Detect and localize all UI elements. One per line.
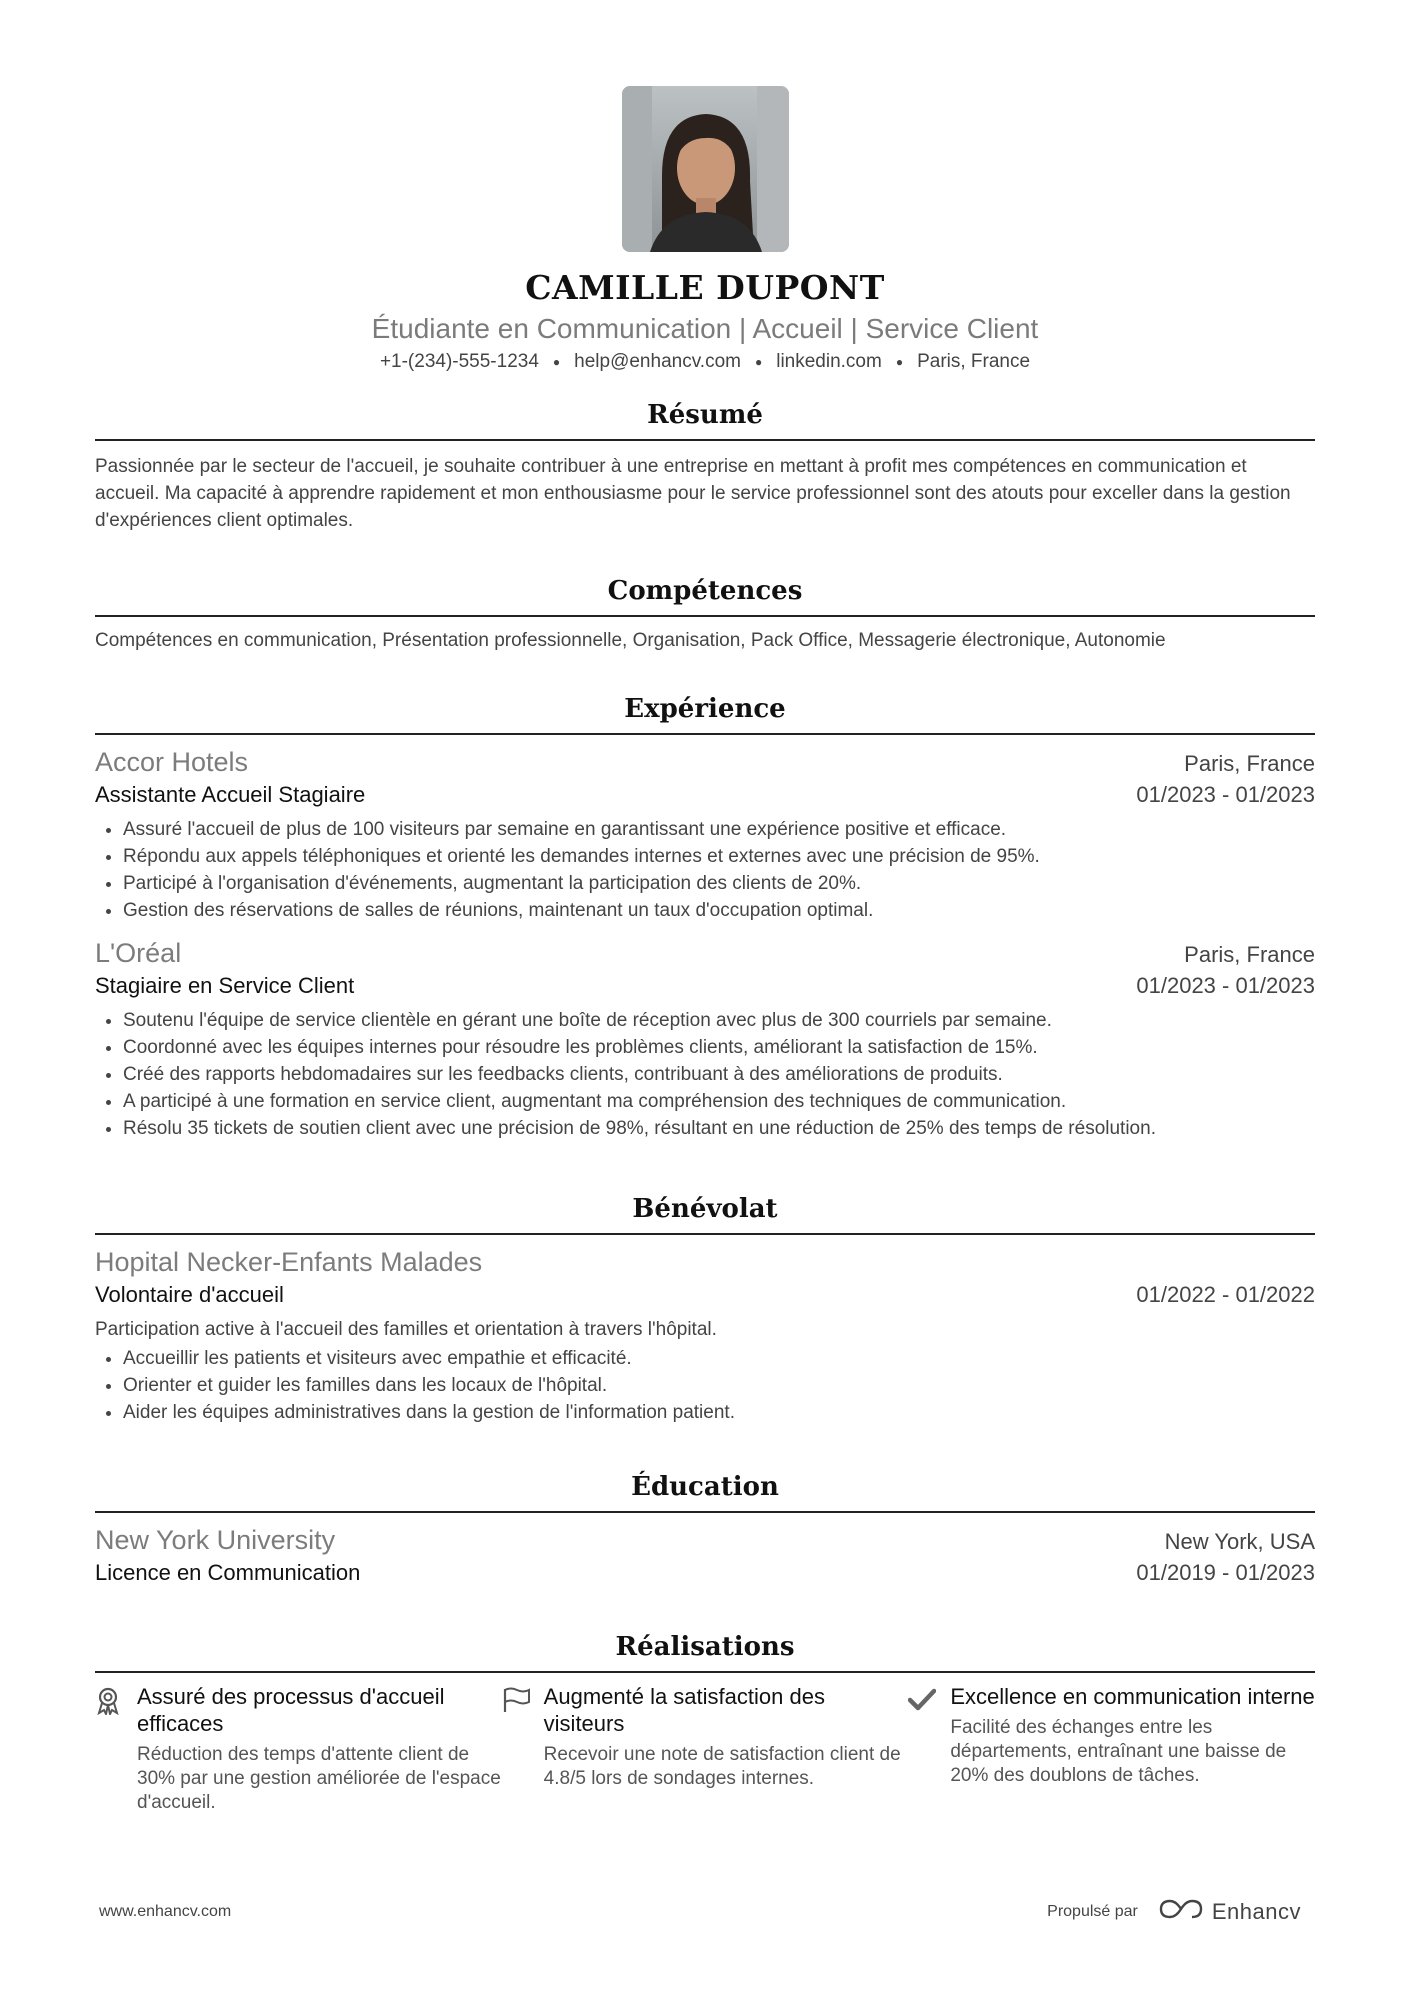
resume-header [95,268,1315,373]
list-item: • Orienter et guider les familles dans les locaux de l'hôpital. [123,1372,1315,1399]
achievement-item [908,1683,1315,1815]
job-dates: 01/2023 - 01/2023 [1136,782,1315,807]
education-section [95,1472,1315,1586]
job-title: Stagiaire en Service Client [95,973,355,998]
flag-icon [502,1683,544,1815]
job-dates: 01/2023 - 01/2023 [1136,973,1315,998]
list-item: • Coordonné avec les équipes internes pour résoudre les problèmes clients, améliorant la satisfaction de 15%. [123,1034,1315,1061]
achievement-title: Excellence en communication interne [950,1684,1315,1709]
section-title: Éducation [95,1472,1315,1513]
separator-dot: ● [552,354,561,369]
contact-linkedin[interactable]: linkedin.com [776,351,882,372]
job-location: Paris, France [1184,942,1315,967]
list-item: • Résolu 35 tickets de soutien client avec une précision de 98%, résultant en une réduction de 25% des temps de résolution. [123,1115,1315,1142]
section-title: Réalisations [95,1632,1315,1673]
section-title: Expérience [95,694,1315,735]
section-title: Compétences [95,576,1315,617]
list-item: • Répondu aux appels téléphoniques et orienté les demandes internes et externes avec une précision de 95%. [123,843,1315,870]
skills-text: Compétences en communication, Présentation professionnelle, Organisation, Pack Office, Messagerie électronique, Autonomie [95,630,1166,651]
separator-dot: ● [895,354,904,369]
volunteer-description: Participation active à l'accueil des familles et orientation à travers l'hôpital. [95,1319,717,1340]
school-name: New York University [95,1525,336,1555]
school-location: New York, USA [1164,1529,1315,1554]
list-item: • Soutenu l'équipe de service clientèle en gérant une boîte de réception avec plus de 300 courriels par semaine. [123,1007,1315,1034]
degree: Licence en Communication [95,1560,361,1585]
list-item: • Assuré l'accueil de plus de 100 visiteurs par semaine en garantissant une expérience positive et efficace. [123,816,1315,843]
list-item: • Participé à l'organisation d'événements, augmentant la participation des clients de 20%. [123,870,1315,897]
skills-section [95,576,1315,654]
list-item: • Aider les équipes administratives dans la gestion de l'information patient. [123,1399,1315,1426]
list-item: • Créé des rapports hebdomadaires sur les feedbacks clients, contribuant à des améliorations de produits. [123,1061,1315,1088]
company-name: L'Oréal [95,938,182,968]
list-item: • Gestion des réservations de salles de réunions, maintenant un taux d'occupation optimal. [123,897,1315,924]
volunteer-role: Volontaire d'accueil [95,1282,284,1307]
achievement-desc: Recevoir une note de satisfaction client de 4.8/5 lors de sondages internes. [543,1744,901,1789]
contact-location: Paris, France [917,351,1031,372]
education-dates: 01/2019 - 01/2023 [1136,1560,1315,1585]
section-title: Bénévolat [95,1194,1315,1235]
candidate-name: CAMILLE DUPONT [525,268,885,307]
job-title: Assistante Accueil Stagiaire [95,782,366,807]
company-name: Accor Hotels [95,747,249,777]
brand-name: Enhancv [1211,1898,1301,1924]
summary-text: Passionnée par le secteur de l'accueil, je souhaite contribuer à une entreprise en mettant à profit mes compétences en communication et accueil. Ma capacité à apprendre rapidement et mon enthousiasme pour le service professionnel sont des atouts pour exceller dans la gestion d'expériences client optimales. [95,456,1291,531]
experience-entry [95,938,1315,1142]
volunteer-bullets [95,1345,1315,1426]
achievement-item [502,1683,909,1815]
enhancv-logo-icon [1158,1898,1204,1925]
summary-section [95,400,1315,534]
powered-by-label: Propulsé par [1047,1902,1138,1920]
achievement-item [95,1683,502,1815]
job-bullets [95,816,1315,924]
contact-phone: +1-(234)-555-1234 [379,351,539,372]
volunteer-section [95,1194,1315,1426]
section-title: Résumé [95,400,1315,441]
job-location: Paris, France [1184,751,1315,776]
volunteer-entry [95,1247,1315,1426]
candidate-tagline: Étudiante en Communication | Accueil | Service Client [371,313,1039,344]
list-item: • Accueillir les patients et visiteurs avec empathie et efficacité. [123,1345,1315,1372]
footer-website[interactable]: www.enhancv.com [99,1902,232,1920]
achievement-desc: Facilité des échanges entre les départements, entraînant une baisse de 20% des doublons de tâches. [950,1717,1287,1786]
experience-entry [95,747,1315,924]
page-footer [95,1898,1315,1925]
achievement-title: Augmenté la satisfaction des visiteurs [543,1684,825,1736]
achievements-section [95,1632,1315,1815]
profile-photo [622,86,789,252]
achievement-title: Assuré des processus d'accueil efficaces [137,1684,445,1736]
contact-line [95,351,1315,373]
list-item: • A participé à une formation en service client, augmentant ma compréhension des techniques de communication. [123,1088,1315,1115]
check-icon [908,1683,950,1815]
footer-branding [1047,1898,1315,1925]
organization-name: Hopital Necker-Enfants Malades [95,1247,483,1277]
achievement-desc: Réduction des temps d'attente client de 30% par une gestion améliorée de l'espace d'accueil. [137,1744,501,1813]
award-icon [95,1683,137,1815]
experience-section [95,694,1315,1142]
education-entry [95,1525,1315,1586]
job-bullets [95,1007,1315,1142]
volunteer-dates: 01/2022 - 01/2022 [1136,1282,1315,1307]
contact-email[interactable]: help@enhancv.com [574,351,741,372]
separator-dot: ● [754,354,763,369]
